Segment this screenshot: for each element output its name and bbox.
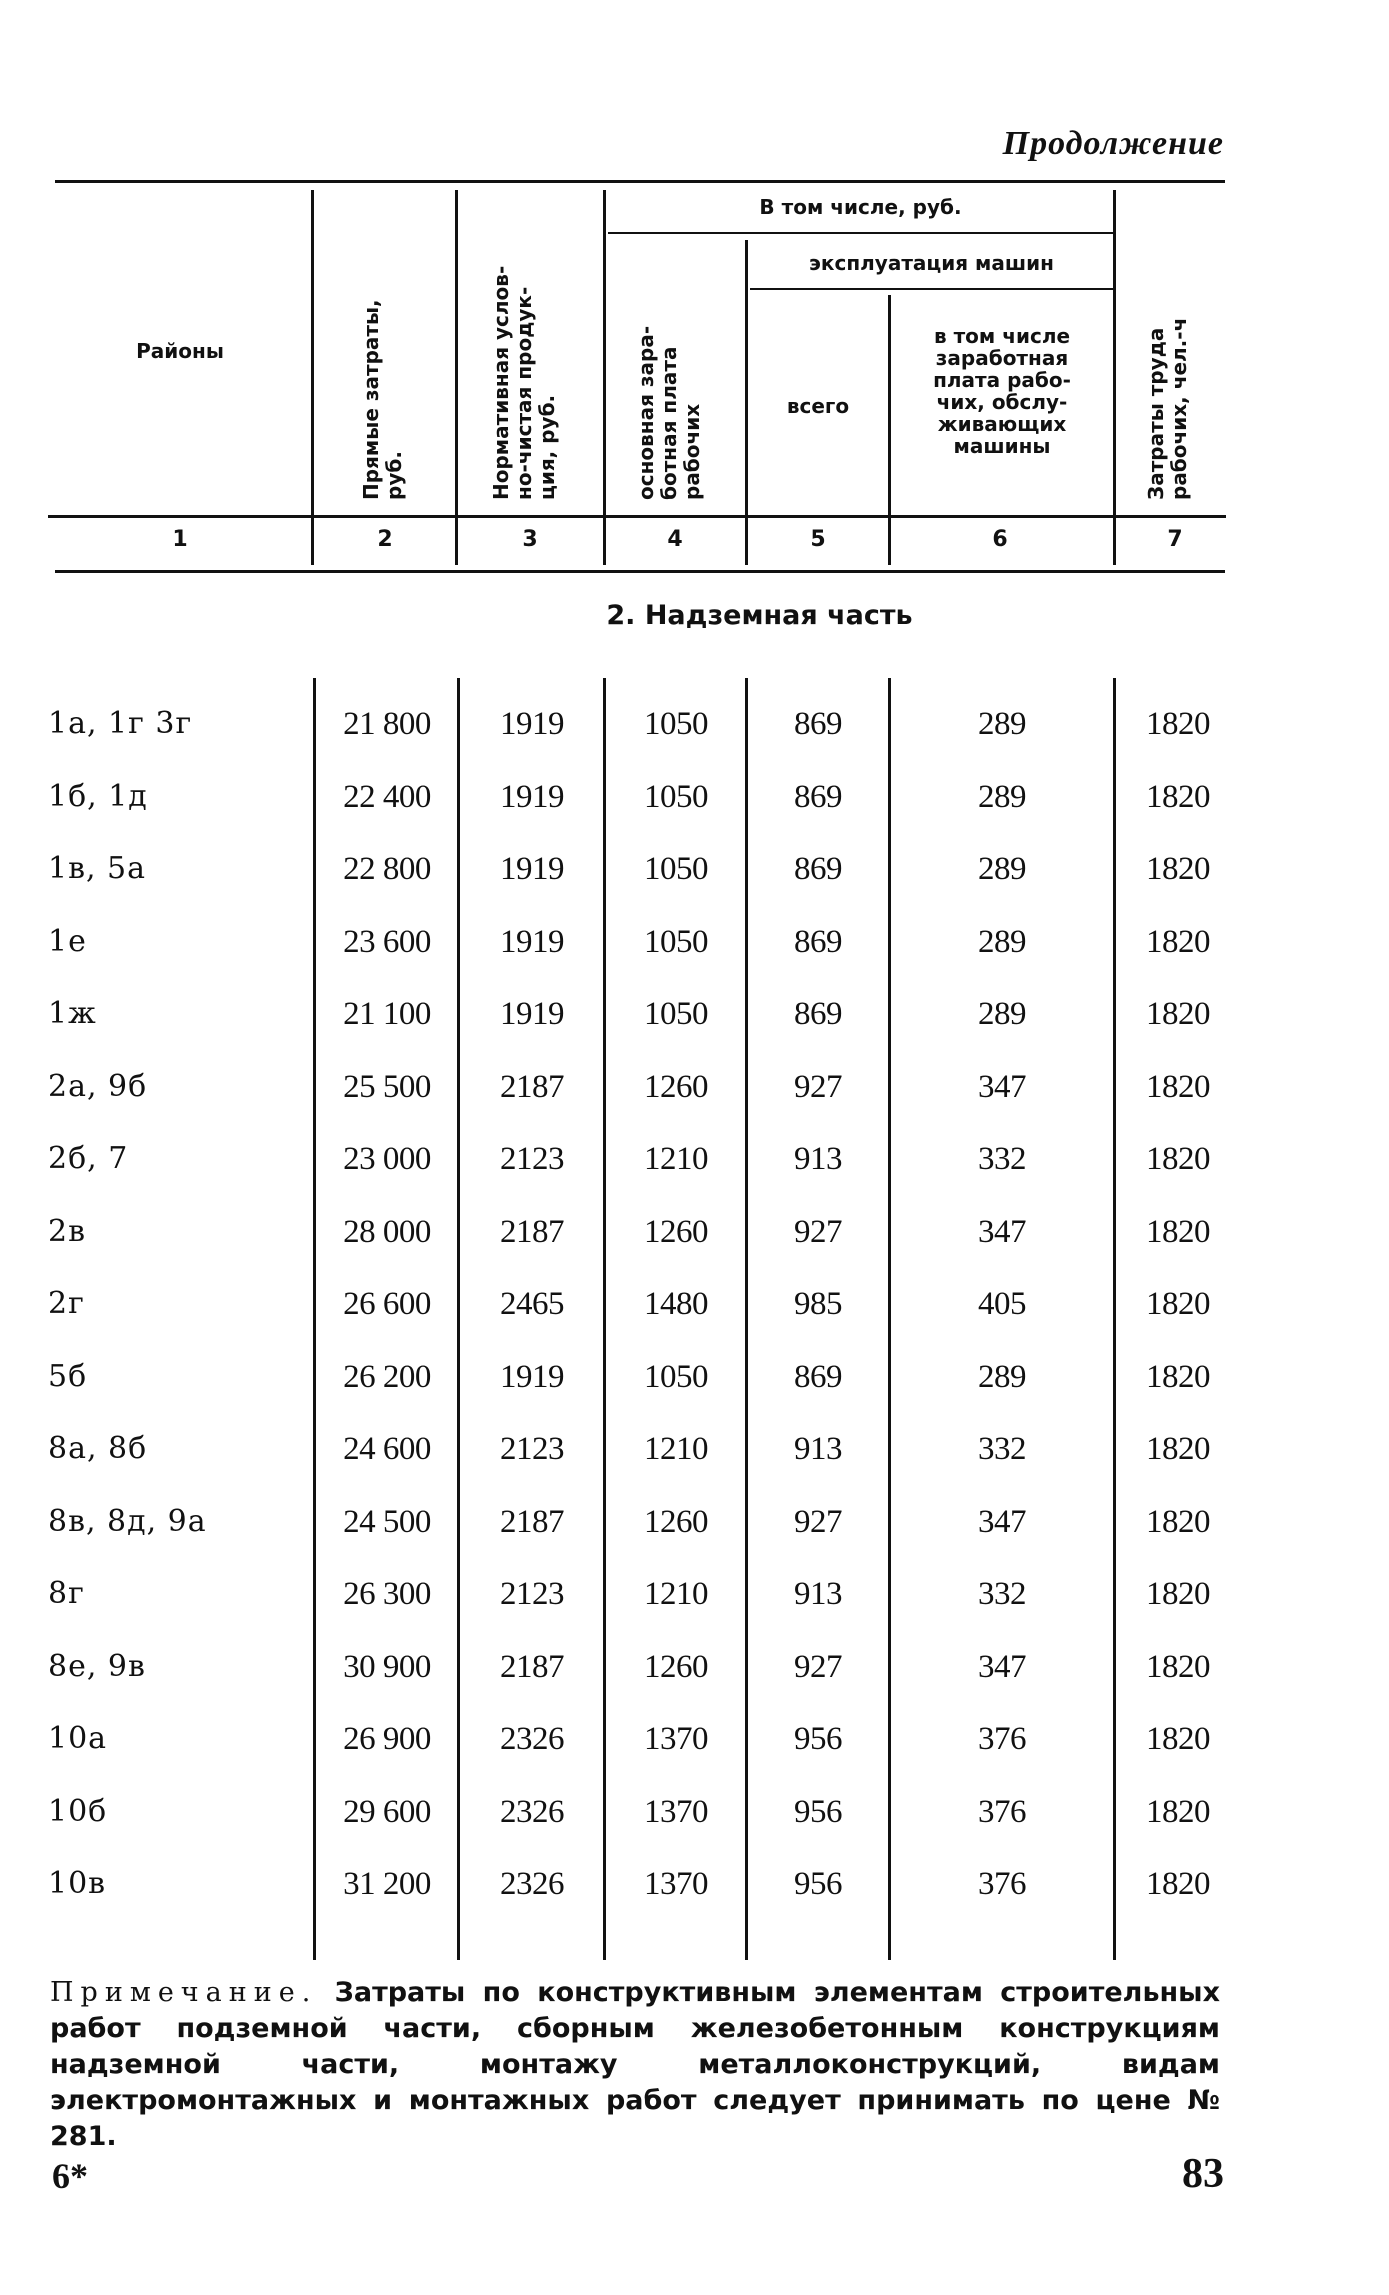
header-divider — [888, 295, 891, 565]
cell-normative-products: 2187 — [500, 1069, 564, 1105]
cell-base-wage: 1370 — [644, 1794, 708, 1830]
cell-direct-costs: 29 600 — [343, 1794, 431, 1830]
cell-base-wage: 1050 — [644, 996, 708, 1032]
table-row — [0, 1425, 1389, 1473]
cell-region: 1е — [48, 924, 87, 959]
cell-normative-products: 1919 — [500, 851, 564, 887]
section-title: 2. Надземная часть — [606, 600, 913, 631]
column-header-labor-costs: Затраты труда рабочих, чел.-ч — [1144, 317, 1191, 500]
cell-normative-products: 1919 — [500, 924, 564, 960]
including-underline — [608, 232, 1113, 234]
number-row-bottom-rule — [55, 570, 1225, 573]
cell-base-wage: 1050 — [644, 706, 708, 742]
cell-machine-total: 927 — [794, 1214, 842, 1250]
cell-direct-costs: 21 800 — [343, 706, 431, 742]
cell-labor-costs: 1820 — [1146, 1069, 1210, 1105]
cell-labor-costs: 1820 — [1146, 779, 1210, 815]
cell-base-wage: 1050 — [644, 924, 708, 960]
cell-region: 8г — [48, 1576, 85, 1611]
column-number-3: 3 — [522, 527, 538, 552]
cell-labor-costs: 1820 — [1146, 1141, 1210, 1177]
cell-machine-total: 913 — [794, 1431, 842, 1467]
table-row — [0, 1498, 1389, 1546]
cell-labor-costs: 1820 — [1146, 1794, 1210, 1830]
column-header-including: В том числе, руб. — [759, 195, 962, 219]
column-header-direct-costs: Прямые затраты, руб. — [359, 299, 406, 500]
cell-normative-products: 2187 — [500, 1649, 564, 1685]
cell-machine-total: 956 — [794, 1866, 842, 1902]
cell-direct-costs: 25 500 — [343, 1069, 431, 1105]
cell-direct-costs: 24 600 — [343, 1431, 431, 1467]
cell-machine-wage: 376 — [978, 1721, 1026, 1757]
machine-operation-underline — [750, 288, 1113, 290]
cell-machine-wage: 347 — [978, 1214, 1026, 1250]
cell-machine-total: 869 — [794, 779, 842, 815]
cell-labor-costs: 1820 — [1146, 706, 1210, 742]
column-number-1: 1 — [172, 527, 188, 552]
cell-region: 5б — [48, 1359, 88, 1394]
note-label: Примечание. — [50, 1977, 318, 2008]
cell-machine-total: 869 — [794, 924, 842, 960]
cell-normative-products: 1919 — [500, 706, 564, 742]
cell-labor-costs: 1820 — [1146, 1504, 1210, 1540]
page-number: 83 — [1182, 2151, 1224, 2197]
cell-machine-wage: 347 — [978, 1504, 1026, 1540]
header-divider — [1113, 190, 1116, 565]
cell-base-wage: 1050 — [644, 1359, 708, 1395]
cell-labor-costs: 1820 — [1146, 1214, 1210, 1250]
cell-base-wage: 1210 — [644, 1576, 708, 1612]
column-number-2: 2 — [377, 527, 393, 552]
cell-region: 8а, 8б — [48, 1431, 148, 1466]
cell-direct-costs: 26 200 — [343, 1359, 431, 1395]
cell-direct-costs: 22 800 — [343, 851, 431, 887]
cell-labor-costs: 1820 — [1146, 1866, 1210, 1902]
table-row — [0, 1208, 1389, 1256]
signature-mark: 6* — [52, 2156, 88, 2196]
cell-machine-total: 956 — [794, 1794, 842, 1830]
cell-region: 1а, 1г 3г — [48, 706, 193, 741]
table-row — [0, 1135, 1389, 1183]
cell-region: 1б, 1д — [48, 779, 148, 814]
cell-base-wage: 1050 — [644, 779, 708, 815]
cell-direct-costs: 28 000 — [343, 1214, 431, 1250]
column-number-5: 5 — [810, 527, 826, 552]
cell-region: 2в — [48, 1214, 86, 1249]
cell-machine-total: 985 — [794, 1286, 842, 1322]
header-divider — [311, 190, 314, 565]
cell-machine-wage: 347 — [978, 1069, 1026, 1105]
table-top-rule — [55, 180, 1225, 183]
cell-normative-products: 2187 — [500, 1504, 564, 1540]
cell-direct-costs: 24 500 — [343, 1504, 431, 1540]
cell-base-wage: 1260 — [644, 1214, 708, 1250]
cell-base-wage: 1260 — [644, 1504, 708, 1540]
column-header-base-wage: основная зара- ботная плата рабочих — [634, 325, 704, 500]
cell-machine-total: 913 — [794, 1576, 842, 1612]
cell-base-wage: 1210 — [644, 1141, 708, 1177]
table-row — [0, 845, 1389, 893]
cell-base-wage: 1050 — [644, 851, 708, 887]
cell-machine-wage: 376 — [978, 1866, 1026, 1902]
column-header-machine-operation: эксплуатация машин — [809, 251, 1054, 275]
cell-base-wage: 1370 — [644, 1866, 708, 1902]
table-row — [0, 1280, 1389, 1328]
cell-normative-products: 2326 — [500, 1721, 564, 1757]
cell-direct-costs: 21 100 — [343, 996, 431, 1032]
table-row — [0, 773, 1389, 821]
cell-machine-total: 927 — [794, 1649, 842, 1685]
cell-normative-products: 2123 — [500, 1576, 564, 1612]
table-row — [0, 700, 1389, 748]
cell-normative-products: 1919 — [500, 996, 564, 1032]
cell-machine-wage: 289 — [978, 996, 1026, 1032]
cell-direct-costs: 30 900 — [343, 1649, 431, 1685]
cell-region: 10б — [48, 1794, 108, 1829]
cell-base-wage: 1480 — [644, 1286, 708, 1322]
cell-machine-wage: 289 — [978, 1359, 1026, 1395]
table-row — [0, 1860, 1389, 1908]
cell-normative-products: 2465 — [500, 1286, 564, 1322]
cell-machine-wage: 347 — [978, 1649, 1026, 1685]
cell-direct-costs: 26 300 — [343, 1576, 431, 1612]
cell-direct-costs: 31 200 — [343, 1866, 431, 1902]
cell-machine-wage: 376 — [978, 1794, 1026, 1830]
cell-region: 10в — [48, 1866, 107, 1901]
column-header-machine-wage: в том числе заработная плата рабо- чих, обслу- живающих машины — [933, 324, 1071, 458]
cell-labor-costs: 1820 — [1146, 1649, 1210, 1685]
table-row — [0, 1063, 1389, 1111]
cell-machine-wage: 289 — [978, 779, 1026, 815]
cell-machine-wage: 332 — [978, 1431, 1026, 1467]
cell-machine-total: 869 — [794, 706, 842, 742]
cell-direct-costs: 22 400 — [343, 779, 431, 815]
cell-region: 2г — [48, 1286, 85, 1321]
cell-machine-total: 869 — [794, 996, 842, 1032]
cell-base-wage: 1210 — [644, 1431, 708, 1467]
cell-machine-wage: 332 — [978, 1141, 1026, 1177]
column-header-total: всего — [786, 394, 850, 418]
cell-machine-wage: 289 — [978, 924, 1026, 960]
cell-normative-products: 1919 — [500, 779, 564, 815]
cell-machine-wage: 332 — [978, 1576, 1026, 1612]
cell-direct-costs: 26 900 — [343, 1721, 431, 1757]
cell-direct-costs: 26 600 — [343, 1286, 431, 1322]
cell-normative-products: 2326 — [500, 1794, 564, 1830]
header-divider — [455, 190, 458, 565]
column-header-normative-products: Нормативная услов- но-чистая продук- ция, руб. — [489, 265, 559, 500]
footnote — [50, 1975, 1220, 2155]
cell-machine-wage: 405 — [978, 1286, 1026, 1322]
cell-region: 8в, 8д, 9а — [48, 1504, 207, 1539]
table-row — [0, 1788, 1389, 1836]
cell-region: 8е, 9в — [48, 1649, 146, 1684]
table-row — [0, 990, 1389, 1038]
column-header-regions: Районы — [136, 339, 224, 363]
cell-normative-products: 2326 — [500, 1866, 564, 1902]
continuation-label: Продолжение — [1002, 125, 1224, 162]
cell-region: 2б, 7 — [48, 1141, 129, 1176]
note-text: Затраты по конструктивным элементам строительных работ подземной части, сборным железобетонным конструкциям надземной части, монтажу металлоконструкций, видам электромонтажных и монтажных работ следует принимать по цене № 281. — [50, 1977, 1220, 2152]
cell-direct-costs: 23 000 — [343, 1141, 431, 1177]
cell-base-wage: 1370 — [644, 1721, 708, 1757]
cell-region: 10а — [48, 1721, 108, 1756]
cell-direct-costs: 23 600 — [343, 924, 431, 960]
cell-labor-costs: 1820 — [1146, 1576, 1210, 1612]
cell-labor-costs: 1820 — [1146, 1431, 1210, 1467]
header-bottom-rule — [48, 515, 1226, 518]
cell-base-wage: 1260 — [644, 1069, 708, 1105]
header-divider — [603, 190, 606, 565]
cell-machine-total: 869 — [794, 1359, 842, 1395]
table-row — [0, 1715, 1389, 1763]
cell-machine-total: 913 — [794, 1141, 842, 1177]
cell-labor-costs: 1820 — [1146, 1286, 1210, 1322]
column-number-7: 7 — [1167, 527, 1183, 552]
cell-machine-wage: 289 — [978, 706, 1026, 742]
table-row — [0, 918, 1389, 966]
cell-normative-products: 2187 — [500, 1214, 564, 1250]
cell-machine-total: 927 — [794, 1069, 842, 1105]
column-number-6: 6 — [992, 527, 1008, 552]
cell-machine-total: 869 — [794, 851, 842, 887]
cell-machine-total: 927 — [794, 1504, 842, 1540]
cell-labor-costs: 1820 — [1146, 996, 1210, 1032]
cell-region: 2а, 9б — [48, 1069, 148, 1104]
cell-normative-products: 1919 — [500, 1359, 564, 1395]
table-row — [0, 1570, 1389, 1618]
cell-region: 1в, 5а — [48, 851, 147, 886]
cell-labor-costs: 1820 — [1146, 851, 1210, 887]
cell-labor-costs: 1820 — [1146, 1359, 1210, 1395]
cell-normative-products: 2123 — [500, 1431, 564, 1467]
cell-base-wage: 1260 — [644, 1649, 708, 1685]
cell-labor-costs: 1820 — [1146, 1721, 1210, 1757]
cell-normative-products: 2123 — [500, 1141, 564, 1177]
column-number-4: 4 — [667, 527, 683, 552]
cell-machine-wage: 289 — [978, 851, 1026, 887]
table-row — [0, 1353, 1389, 1401]
cell-machine-total: 956 — [794, 1721, 842, 1757]
cell-region: 1ж — [48, 996, 97, 1031]
cell-labor-costs: 1820 — [1146, 924, 1210, 960]
table-row — [0, 1643, 1389, 1691]
